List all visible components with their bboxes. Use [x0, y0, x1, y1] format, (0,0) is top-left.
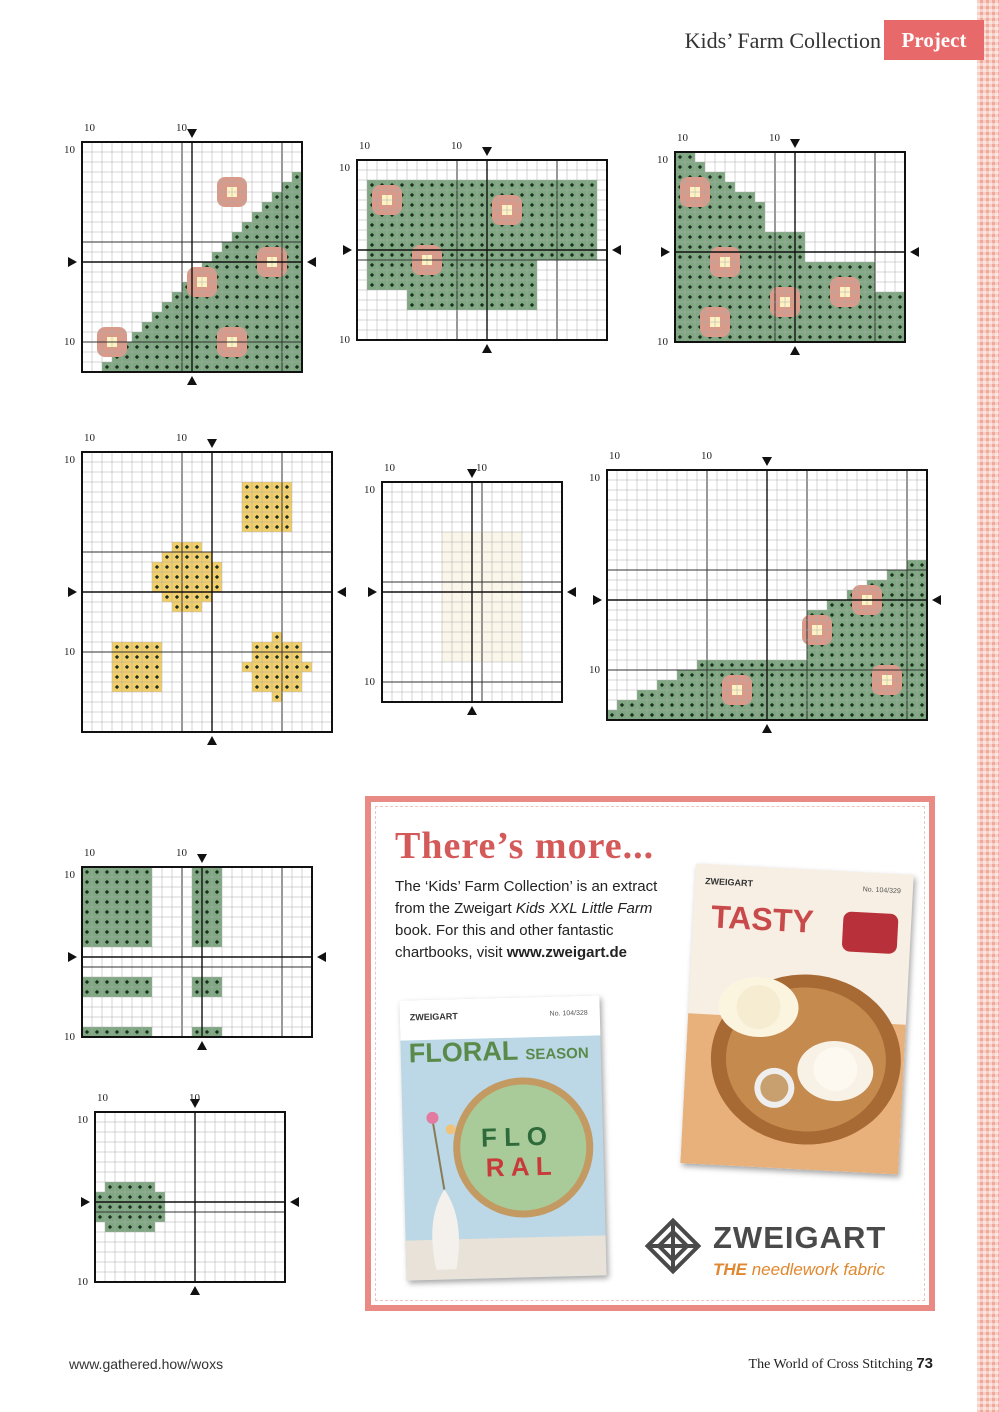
section-title: Kids’ Farm Collection	[684, 28, 881, 53]
grid-count-label: 10	[77, 1114, 88, 1126]
center-arrow-right	[68, 587, 77, 597]
center-arrow-up	[190, 1286, 200, 1295]
chart-1	[64, 122, 304, 372]
center-arrow-up	[482, 344, 492, 353]
grid-count-label: 10	[176, 432, 187, 444]
grid-count-label: 10	[589, 472, 600, 484]
chart-grid	[82, 867, 312, 1037]
center-arrow-up	[207, 736, 217, 745]
grid-count-label: 10	[657, 154, 668, 166]
center-arrow-down	[197, 854, 207, 863]
grid-count-label: 10	[364, 484, 375, 496]
chart-3	[657, 132, 913, 348]
promo-heading: There’s more...	[395, 825, 655, 867]
book-floral-brand: ZWEIGART	[409, 1011, 458, 1023]
zweigart-tagline	[713, 1260, 885, 1280]
zweigart-wordmark: ZWEIGART	[713, 1220, 887, 1255]
grid-count-label: 10	[701, 450, 712, 462]
book-floral-title-sub: SEASON	[525, 1044, 589, 1064]
center-arrow-down	[762, 457, 772, 466]
center-arrow-down	[207, 439, 217, 448]
center-arrow-right	[68, 257, 77, 267]
center-arrow-right	[661, 247, 670, 257]
grid-count-label: 10	[64, 336, 75, 348]
footer-url[interactable]: www.gathered.how/woxs	[69, 1356, 224, 1372]
book-tasty-cover	[680, 864, 913, 1175]
center-arrow-left	[307, 257, 316, 267]
chart-4	[64, 432, 334, 732]
footer-magazine	[749, 1355, 933, 1373]
grid-count-label: 10	[97, 1092, 108, 1104]
zweigart-tagline-rest: needlework fabric	[747, 1260, 885, 1279]
chart-7	[64, 847, 312, 1043]
zweigart-logo	[643, 1214, 913, 1284]
chart-grid	[357, 160, 614, 342]
book-tasty-title: TASTY	[710, 898, 815, 940]
grid-count-label: 10	[609, 450, 620, 462]
grid-count-label: 10	[77, 1276, 88, 1288]
promo-box	[365, 796, 935, 1311]
grid-count-label: 10	[476, 462, 487, 474]
center-arrow-up	[187, 376, 197, 385]
grid-count-label: 10	[589, 664, 600, 676]
center-arrow-right	[81, 1197, 90, 1207]
chart-6	[589, 450, 936, 722]
center-arrow-left	[567, 587, 576, 597]
grid-count-label: 10	[64, 646, 75, 658]
center-arrow-left	[290, 1197, 299, 1207]
chart-grid	[675, 152, 913, 345]
book-floral-cover	[399, 995, 606, 1280]
book-floral-photo	[399, 995, 606, 1280]
page-edge-strip	[977, 0, 999, 1412]
chart-grid	[82, 452, 334, 732]
chart-grid	[607, 470, 936, 722]
chart-grid	[82, 142, 304, 372]
chart-2	[339, 140, 614, 346]
grid-count-label: 10	[84, 847, 95, 859]
center-arrow-up	[762, 724, 772, 733]
center-arrow-up	[790, 346, 800, 355]
grid-count-label: 10	[64, 869, 75, 881]
chart-8	[77, 1092, 290, 1288]
center-arrow-left	[337, 587, 346, 597]
center-arrow-left	[317, 952, 326, 962]
svg-text:R A L: R A L	[485, 1150, 553, 1183]
grid-count-label: 10	[451, 140, 462, 152]
grid-count-label: 10	[339, 162, 350, 174]
grid-count-label: 10	[769, 132, 780, 144]
grid-count-label: 10	[657, 336, 668, 348]
center-arrow-right	[343, 245, 352, 255]
footer-magazine-name: The World of Cross Stitching	[748, 1357, 913, 1372]
grid-count-label: 10	[176, 847, 187, 859]
grid-count-label: 10	[339, 334, 350, 346]
chart-grid	[382, 482, 563, 702]
promo-body-part-2: book. For this and other fantastic chartbooks, visit	[395, 922, 614, 961]
book-tasty-photo	[680, 864, 913, 1175]
grid-count-label: 10	[359, 140, 370, 152]
chart-5	[364, 462, 563, 702]
book-floral-number: No. 104/328	[549, 1009, 588, 1018]
grid-count-label: 10	[84, 432, 95, 444]
grid-count-label: 10	[384, 462, 395, 474]
promo-body-part-1: The ‘Kids’ Farm Collection’ is an extract from the Zweigart	[395, 878, 658, 917]
grid-count-label: 10	[84, 122, 95, 134]
book-tasty-brand: ZWEIGART	[704, 876, 754, 889]
center-arrow-up	[197, 1041, 207, 1050]
footer-page-number: 73	[916, 1355, 933, 1372]
grid-count-label: 10	[64, 1031, 75, 1043]
book-floral-title-main: FLORAL	[408, 1035, 519, 1069]
section-tab: Project	[884, 20, 984, 60]
center-arrow-down	[482, 147, 492, 156]
center-arrow-left	[612, 245, 621, 255]
center-arrow-up	[467, 706, 477, 715]
promo-link[interactable]: www.zweigart.de	[506, 944, 628, 961]
center-arrow-left	[910, 247, 919, 257]
center-arrow-right	[593, 595, 602, 605]
grid-count-label: 10	[176, 122, 187, 134]
zweigart-tagline-bold: THE	[713, 1260, 747, 1279]
zweigart-logo-icon	[643, 1216, 703, 1276]
book-tasty-number: No. 104/329	[862, 886, 901, 896]
center-arrow-left	[932, 595, 941, 605]
center-arrow-down	[790, 139, 800, 148]
chart-grid	[95, 1112, 290, 1284]
svg-text:F L O: F L O	[480, 1120, 548, 1153]
grid-count-label: 10	[364, 676, 375, 688]
grid-count-label: 10	[189, 1092, 200, 1104]
promo-body	[395, 876, 685, 964]
center-arrow-down	[187, 129, 197, 138]
grid-count-label: 10	[677, 132, 688, 144]
grid-count-label: 10	[64, 144, 75, 156]
promo-body-book-title: Kids XXL Little Farm	[515, 900, 653, 917]
grid-count-label: 10	[64, 454, 75, 466]
center-arrow-right	[368, 587, 377, 597]
center-arrow-right	[68, 952, 77, 962]
